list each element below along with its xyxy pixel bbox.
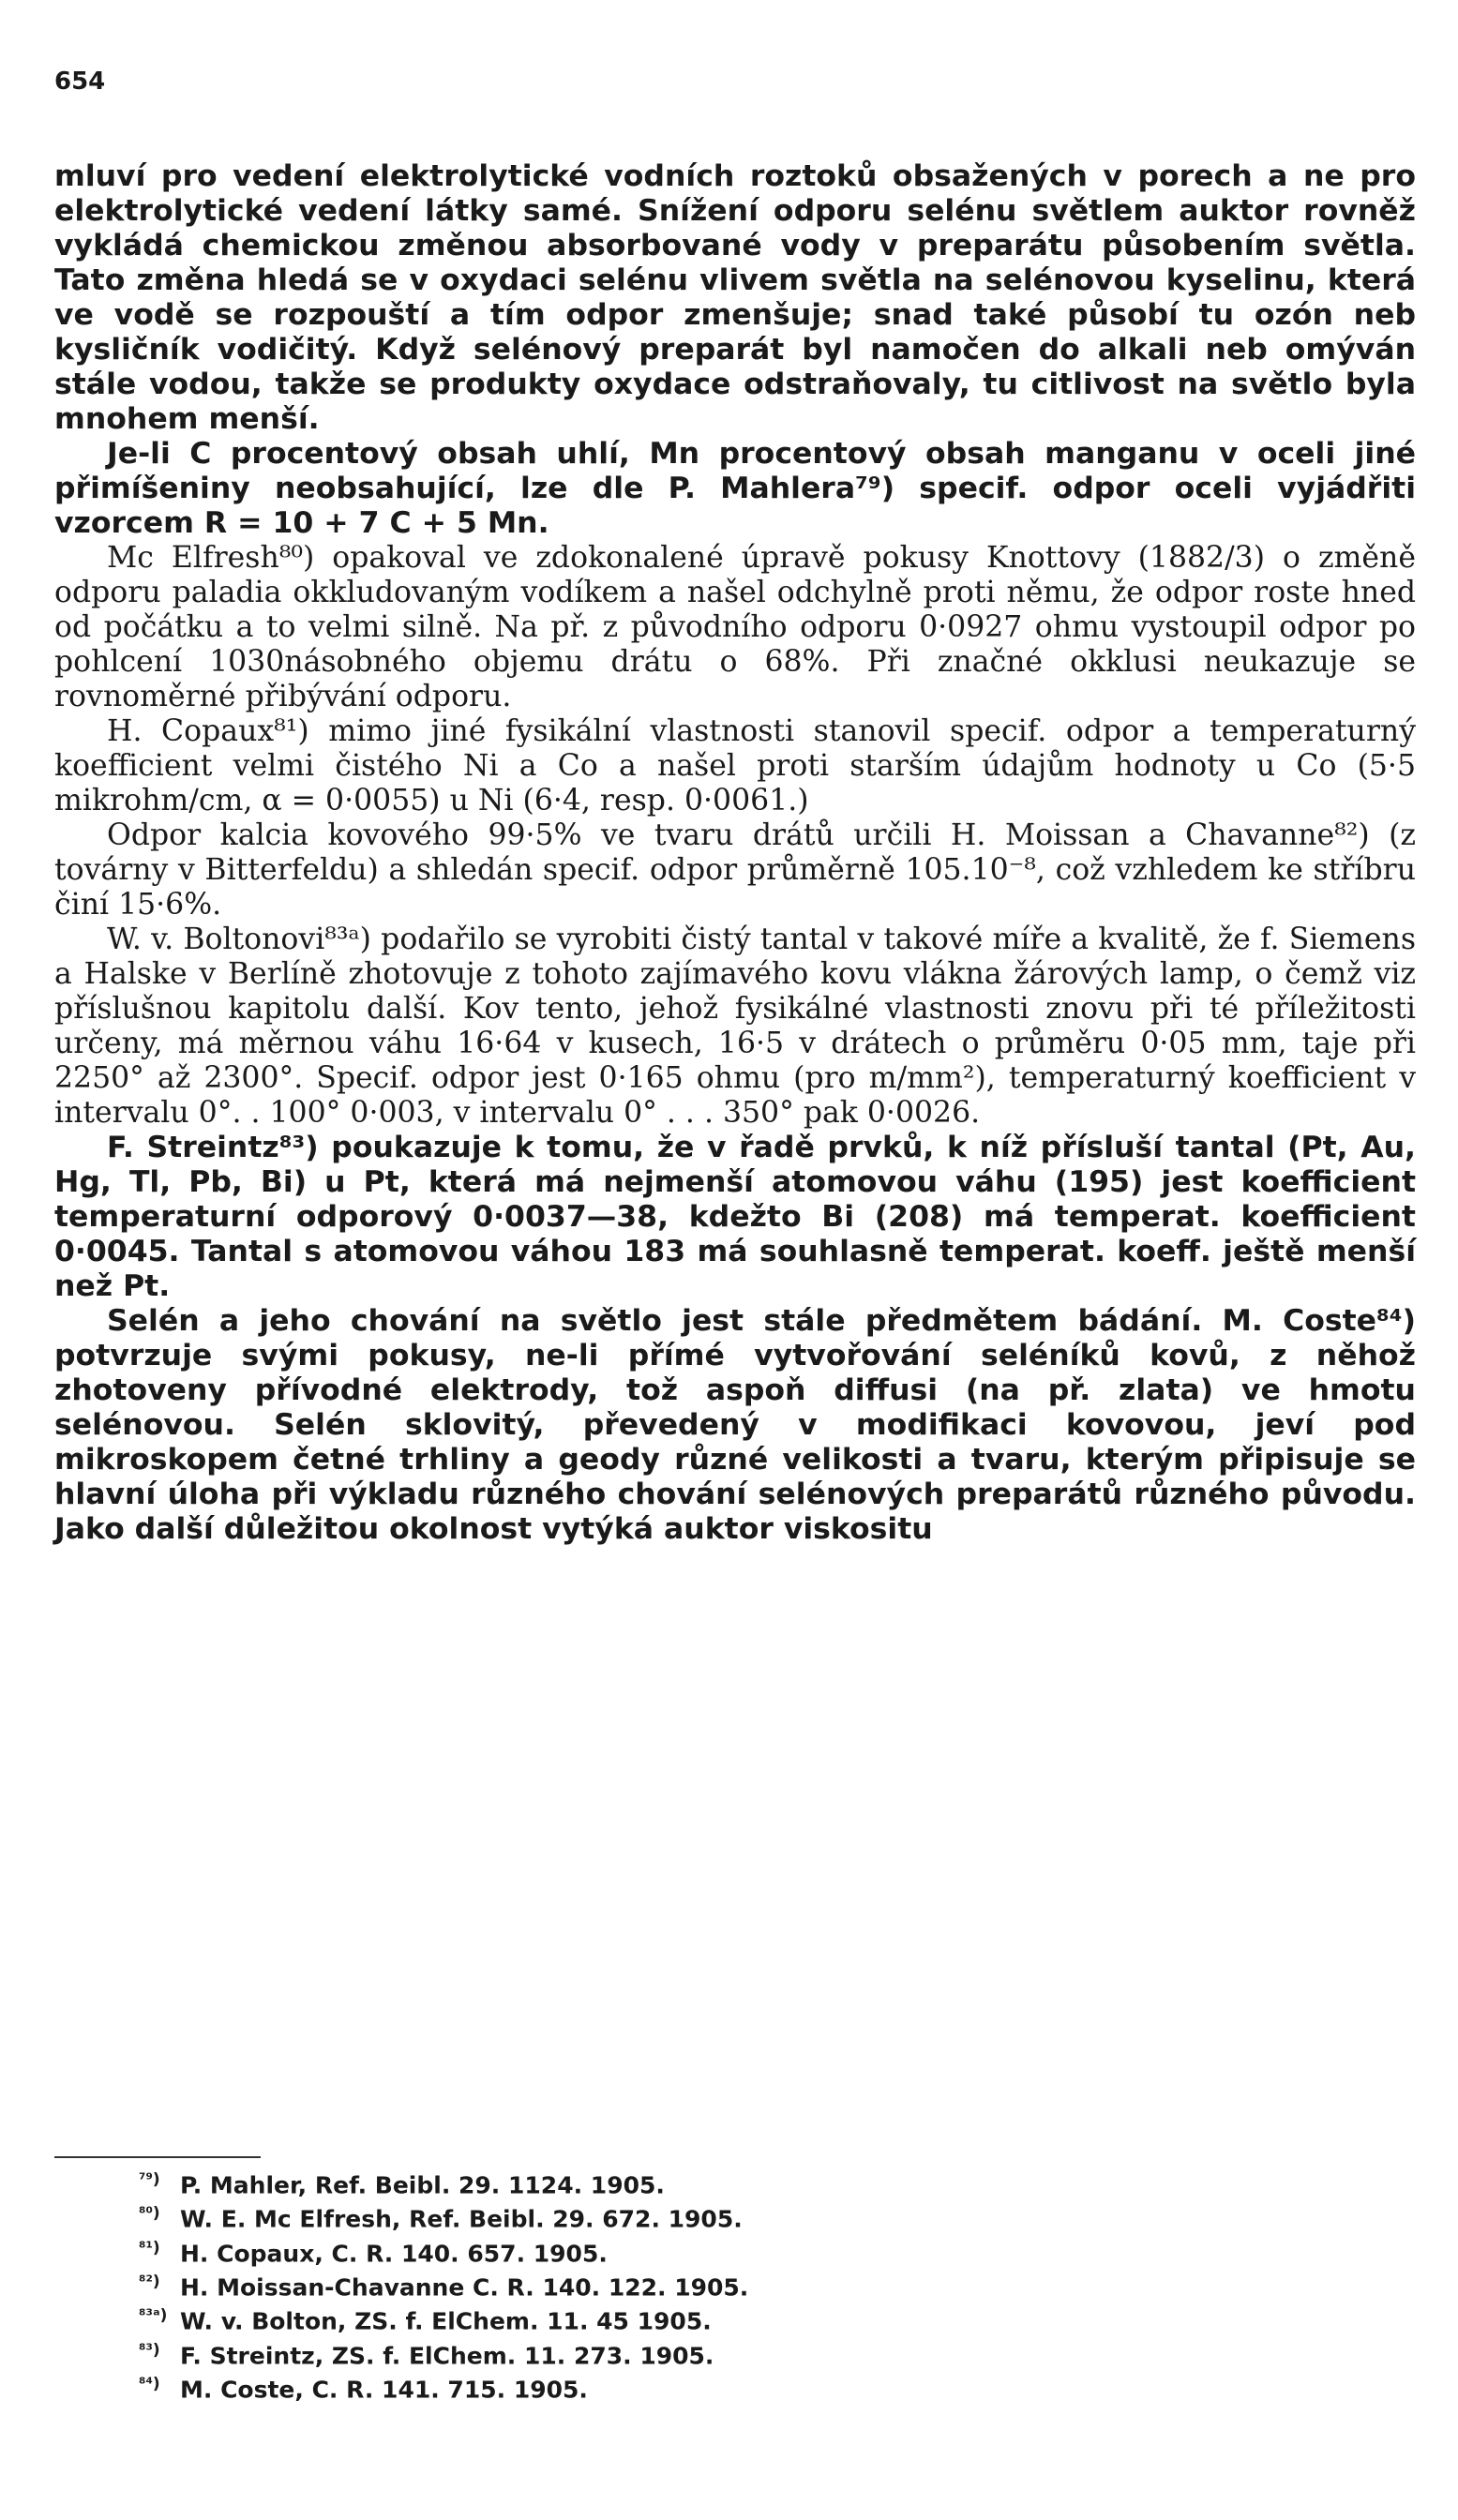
footnote-mark: ⁸³ᵃ) [139,2306,168,2326]
footnote-mark: ⁸⁰) [139,2204,160,2224]
footnote [139,2199,748,2233]
body-text [54,159,1416,1547]
footnote-mark: ⁸³) [139,2340,160,2360]
footnote-mark: ⁸⁴) [139,2374,160,2393]
footnote-divider [54,2156,261,2158]
footnote-mark: ⁷⁹) [139,2170,160,2189]
footnote-text: W. v. Bolton, ZS. f. ElChem. 11. 45 1905. [180,2307,712,2335]
footnote [139,2166,748,2199]
paragraph: H. Copaux⁸¹) mimo jiné fysikální vlastnosti stanovil specif. odpor a temperaturný koefficient velmi čistého Ni a Co a našel proti starším údajům hodnoty u Co (5·5 mikrohm/cm, α = 0·0055) u Ni (6·4, resp. 0·0061.) [54,714,1416,818]
page-number: 654 [54,68,106,96]
footnote-text: H. Moissan-Chavanne C. R. 140. 122. 1905. [180,2273,749,2302]
footnote [139,2268,748,2302]
footnote-text: P. Mahler, Ref. Beibl. 29. 1124. 1905. [180,2171,665,2199]
footnote-text: M. Coste, C. R. 141. 715. 1905. [180,2376,588,2404]
footnote [139,2234,748,2268]
footnotes [139,2166,748,2404]
paragraph: Selén a jeho chování na světlo jest stále předmětem bádání. M. Coste⁸⁴) potvrzuje svými pokusy, ne-li přímé vytvořování seléníků kovů, z něhož zhotoveny přívodné elektrody, tož aspoň diffusi (na př. zlata) ve hmotu selénovou. Selén sklovitý, převedený v modifikaci kovovou, jeví pod mikroskopem četné trhliny a geody různé velikosti a tvaru, kterým připisuje se hlavní úloha při výkladu různého chování selénových preparátů různého původu. Jako další důležitou okolnost vytýká auktor viskositu [54,1304,1416,1546]
footnote [139,2336,748,2370]
paragraph: Mc Elfresh⁸⁰) opakoval ve zdokonalené úpravě pokusy Knottovy (1882/3) o změně odporu paladia okkludovaným vodíkem a našel odchylně proti němu, že odpor roste hned od počátku a to velmi silně. Na př. z původního odporu 0·0927 ohmu vystoupil odpor po pohlcení 1030násobného objemu drátu o 68%. Při značné okklusi neukazuje se rovnoměrné přibývání odporu. [54,541,1416,713]
paragraph: W. v. Boltonovi⁸³ᵃ) podařilo se vyrobiti čistý tantal v takové míře a kvalitě, že f. Siemens a Halske v Berlíně zhotovuje z tohoto zajímavého kovu vlákna žárových lamp, o čemž viz příslušnou kapitolu další. Kov tento, jehož fysikálné vlastnosti znovu při té příležitosti určeny, má měrnou váhu 16·64 v kusech, 16·5 v drátech o průměru 0·05 mm, taje při 2250° až 2300°. Specif. odpor jest 0·165 ohmu (pro m/mm²), temperaturný koefficient v intervalu 0°. . 100° 0·003, v intervalu 0° . . . 350° pak 0·0026. [54,922,1416,1130]
footnote [139,2302,748,2335]
paragraph: Odpor kalcia kovového 99·5% ve tvaru drátů určili H. Moissan a Chavanne⁸²) (z továrny v Bitterfeldu) a shledán specif. odpor průměrně 105.10⁻⁸, což vzhledem ke stříbru činí 15·6%. [54,818,1416,922]
footnote-text: F. Streintz, ZS. f. ElChem. 11. 273. 1905. [180,2341,714,2369]
footnote-mark: ⁸¹) [139,2238,160,2258]
footnote-text: H. Copaux, C. R. 140. 657. 1905. [180,2239,608,2267]
paragraph: Je-li C procentový obsah uhlí, Mn procentový obsah manganu v oceli jiné přimíšeniny neobsahující, lze dle P. Mahlera⁷⁹) specif. odpor oceli vyjádřiti vzorcem R = 10 + 7 C + 5 Mn. [54,437,1416,540]
footnote [139,2370,748,2404]
paragraph: mluví pro vedení elektrolytické vodních roztoků obsažených v porech a ne pro elektrolytické vedení látky samé. Snížení odporu selénu světlem auktor rovněž vykládá chemickou změnou absorbované vody v preparátu působením světla. Tato změna hledá se v oxydaci selénu vlivem světla na selénovou kyselinu, která ve vodě se rozpouští a tím odpor zmenšuje; snad také působí tu ozón neb kysličník vodičitý. Když selénový preparát byl namočen do alkali neb omýván stále vodou, takže se produkty oxydace odstraňovaly, tu citlivost na světlo byla mnohem menší. [54,159,1416,436]
footnote-mark: ⁸²) [139,2272,160,2291]
footnote-text: W. E. Mc Elfresh, Ref. Beibl. 29. 672. 1905. [180,2205,743,2233]
paragraph: F. Streintz⁸³) poukazuje k tomu, že v řadě prvků, k níž přísluší tantal (Pt, Au, Hg, Tl, Pb, Bi) u Pt, která má nejmenší atomovou váhu (195) jest koefficient temperaturní odporový 0·0037—38, kdežto Bi (208) má temperat. koefficient 0·0045. Tantal s atomovou váhou 183 má souhlasně temperat. koeff. ještě menší než Pt. [54,1131,1416,1303]
